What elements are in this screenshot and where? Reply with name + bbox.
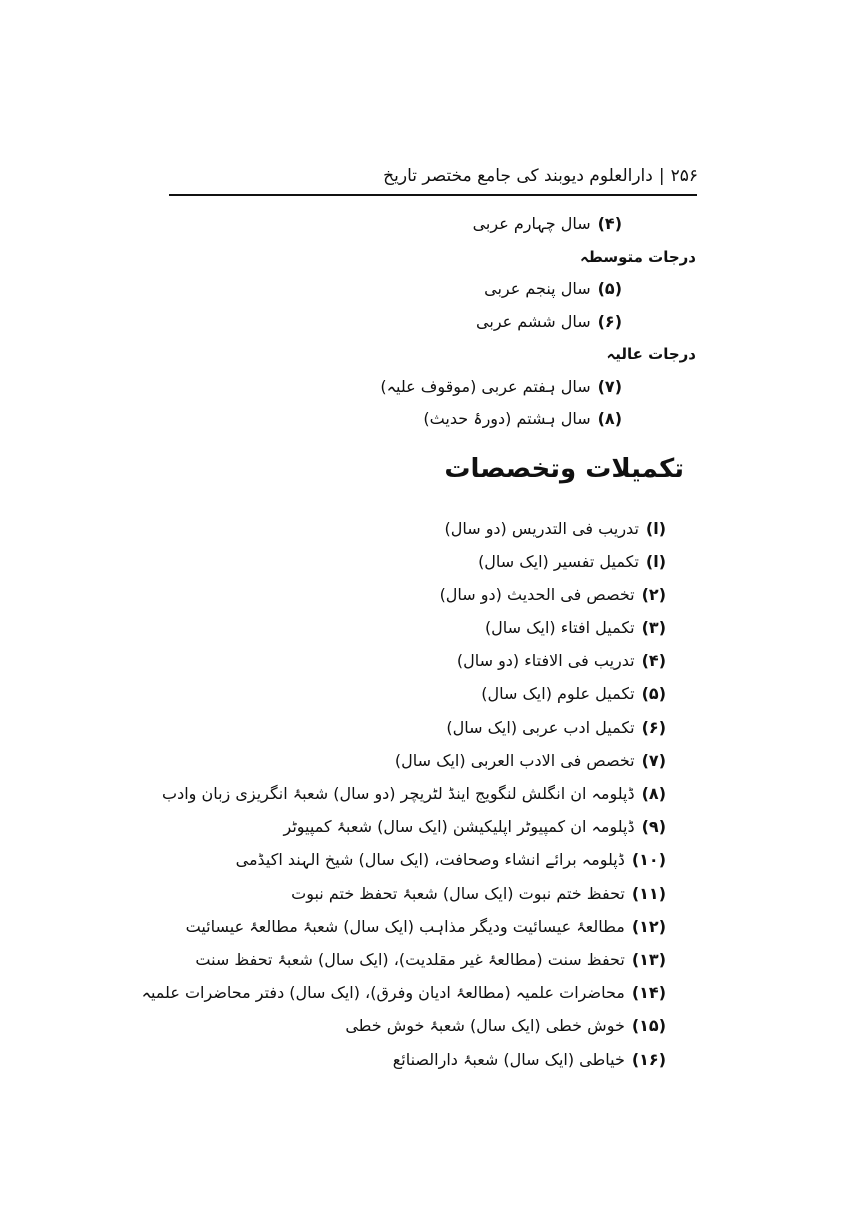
courses-list (141, 512, 696, 1076)
list-item (171, 273, 696, 306)
page-body (141, 208, 696, 1076)
item-number: (۱۶) (631, 1049, 666, 1069)
item-text: تکمیل ادب عربی (ایک سال) (446, 717, 635, 737)
item-number: (۷) (641, 750, 666, 770)
item-number: (۵) (597, 279, 622, 298)
item-text: مطالعۂ عیسائیت ودیگر مذاہب (ایک سال) شعبۂ مطالعۂ عیسائیت (185, 916, 625, 936)
list-item (171, 711, 696, 744)
item-number: (۳) (641, 618, 666, 638)
list-item (171, 371, 696, 404)
item-text: تکمیل تفسیر (ایک سال) (478, 551, 639, 571)
list-item (171, 810, 696, 843)
list-item (171, 943, 696, 976)
item-number: (ا) (645, 518, 666, 538)
item-text: ڈپلومہ برائے انشاء وصحافت، (ایک سال) شیخ الہند اکیڈمی (235, 850, 625, 870)
subheading-high-level: درجات عالیہ (606, 345, 696, 363)
item-number: (۲) (641, 584, 666, 604)
list-item (171, 208, 696, 241)
list-item (171, 877, 696, 910)
item-number: (۵) (641, 684, 666, 704)
item-number: (۱۵) (631, 1016, 666, 1036)
list-item (171, 512, 696, 545)
running-header (383, 160, 698, 192)
item-number: (۷) (597, 376, 622, 396)
item-number: (ا) (645, 551, 666, 571)
section-title: تکمیلات وتخصصات (444, 453, 684, 484)
list-item (171, 1009, 696, 1042)
list-item (171, 545, 696, 578)
header-separator: | (658, 166, 665, 186)
item-text: سال ششم عربی (476, 311, 591, 331)
item-text: تخصص فی الحدیث (دو سال) (439, 584, 635, 604)
item-text: تکمیل افتاء (ایک سال) (484, 618, 635, 638)
item-number: (۴) (641, 651, 666, 671)
list-item (162, 777, 696, 810)
item-text: تکمیل علوم (ایک سال) (481, 684, 635, 704)
list-item (171, 744, 696, 777)
item-text: تحفظ سنت (مطالعۂ غیر مقلدیت)، (ایک سال) شعبۂ تحفظ سنت (195, 949, 625, 969)
item-number: (۱۱) (631, 883, 666, 903)
item-number: (۶) (597, 311, 622, 331)
item-number: (۱۳) (631, 949, 666, 969)
list-item (141, 976, 696, 1009)
item-number: (۱۴) (631, 983, 666, 1003)
item-text: ڈپلومہ ان انگلش لنگویج اینڈ لٹریچر (دو سال) شعبۂ انگریزی زبان وادب (162, 784, 635, 803)
item-number: (۸) (641, 784, 666, 803)
item-text: ڈپلومہ ان کمپیوٹر اپلیکیشن (ایک سال) شعبۂ کمپیوٹر (283, 817, 635, 837)
header-rule (169, 194, 697, 196)
list-item (171, 306, 696, 339)
list-item (171, 843, 696, 876)
item-text: سال پنجم عربی (484, 279, 591, 298)
list-item (171, 1043, 696, 1076)
list-item (171, 403, 696, 436)
item-text: تدریب فی التدریس (دو سال) (444, 518, 639, 538)
item-number: (۶) (641, 717, 666, 737)
item-number: (۱۲) (631, 916, 666, 936)
item-number: (۹) (641, 817, 666, 837)
item-text: سال چہارم عربی (472, 214, 591, 233)
item-text: خوش خطی (ایک سال) شعبۂ خوش خطی (345, 1016, 625, 1036)
list-item (171, 644, 696, 677)
item-text: خیاطی (ایک سال) شعبۂ دارالصنائع (392, 1049, 625, 1069)
item-number: (۸) (597, 409, 622, 428)
subheading-middle-level: درجات متوسطہ (579, 247, 696, 266)
list-item (171, 578, 696, 611)
item-number: (۱۰) (631, 850, 666, 870)
running-title: دارالعلوم دیوبند کی جامع مختصر تاریخ (383, 166, 653, 186)
list-item (171, 611, 696, 644)
item-text: تدریب فی الافتاء (دو سال) (456, 651, 635, 671)
item-text: محاضرات علمیہ (مطالعۂ ادیان وفرق)، (ایک سال) دفتر محاضرات علمیہ (141, 983, 625, 1003)
item-text: سال ہفتم عربی (موقوف علیہ) (380, 376, 591, 396)
item-number: (۴) (597, 214, 622, 233)
page-number: ۲۵۶ (670, 166, 698, 186)
item-text: تحفظ ختم نبوت (ایک سال) شعبۂ تحفظ ختم نبوت (291, 883, 625, 903)
list-item (171, 677, 696, 710)
item-text: تخصص فی الادب العربی (ایک سال) (394, 750, 635, 770)
item-text: سال ہشتم (دورۂ حدیث) (423, 409, 591, 428)
list-item (171, 910, 696, 943)
